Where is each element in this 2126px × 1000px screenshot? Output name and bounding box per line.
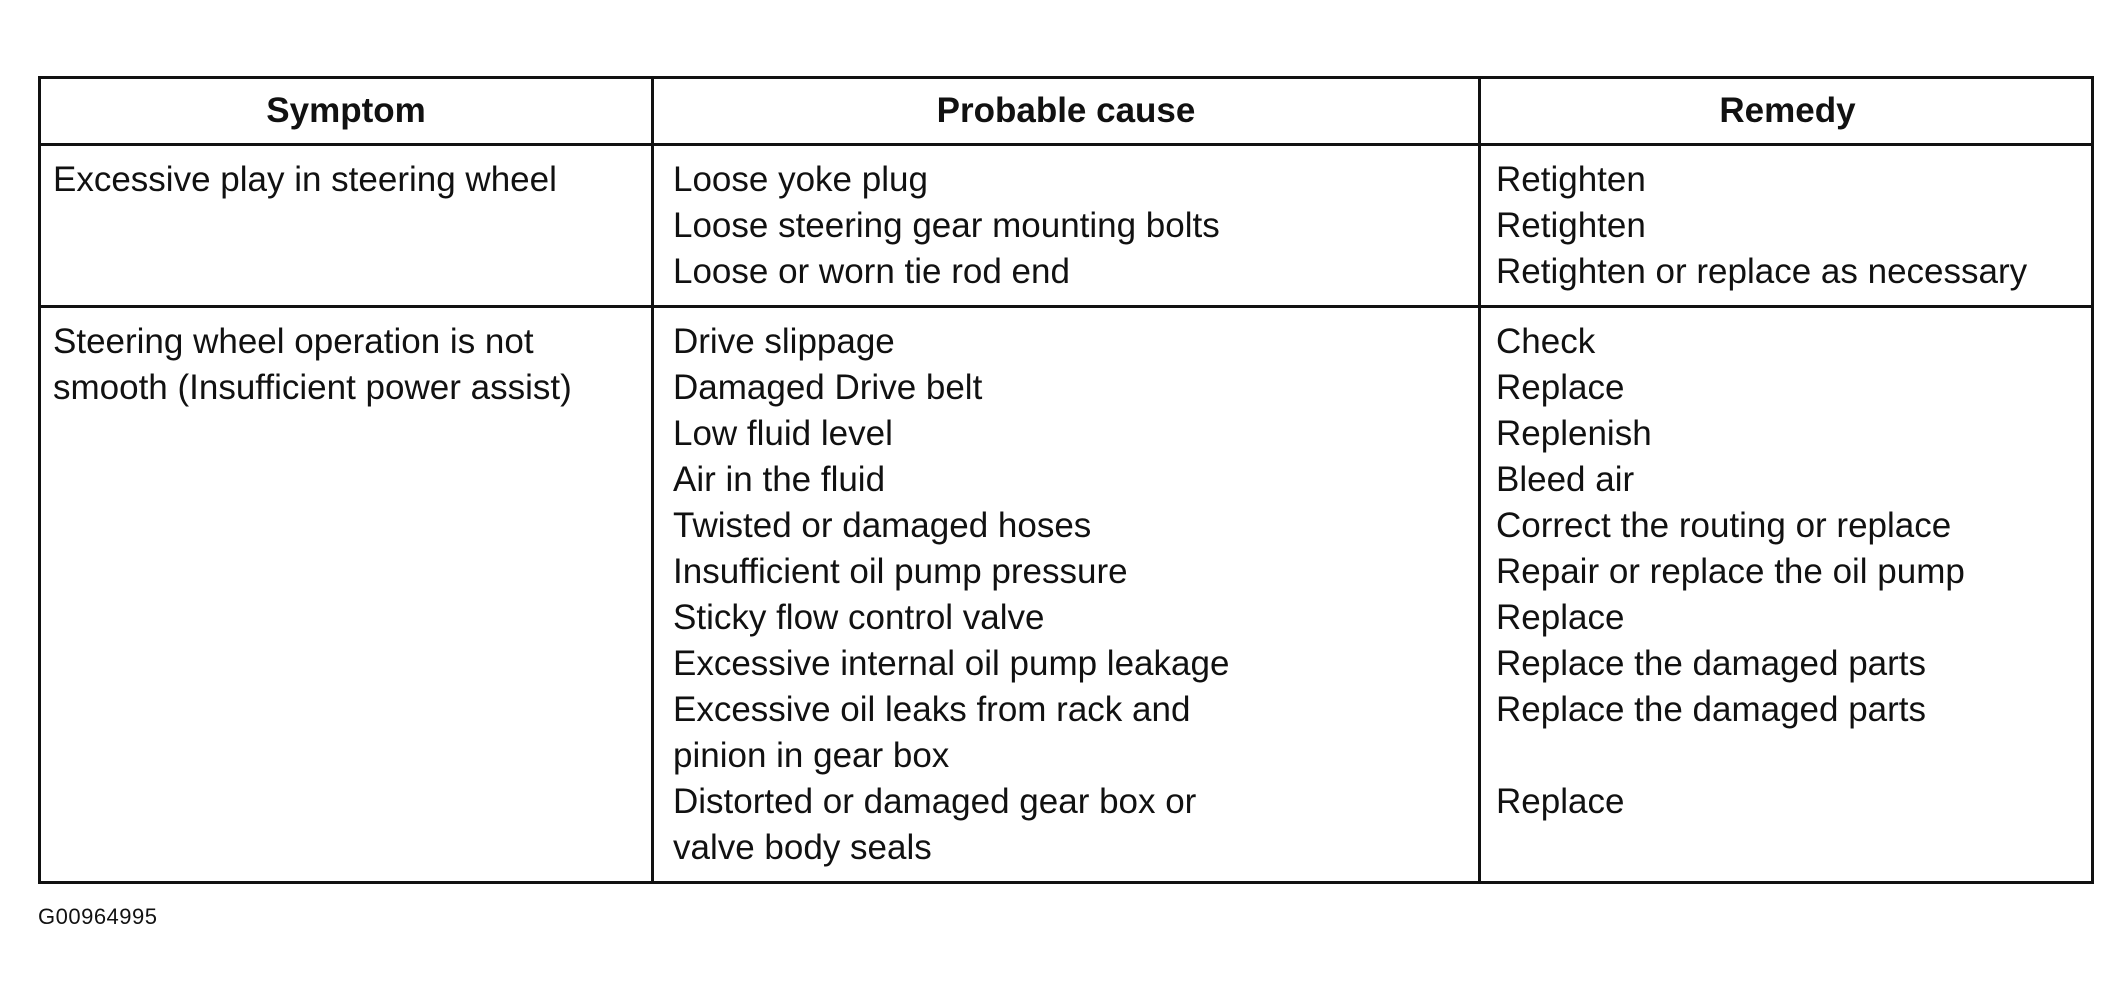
- cause-line: valve body seals: [673, 828, 932, 867]
- remedy-line: Replace the damaged parts: [1496, 690, 1926, 729]
- cause-line: Loose yoke plug: [673, 160, 928, 199]
- cause-line: Air in the fluid: [673, 460, 886, 499]
- remedy-line: Replace the damaged parts: [1496, 644, 1926, 683]
- cause-line: pinion in gear box: [673, 736, 950, 775]
- troubleshooting-table: [38, 76, 2094, 884]
- remedy-line: Replenish: [1496, 414, 1652, 453]
- remedy-line: Replace: [1496, 782, 1625, 821]
- cause-line: Sticky flow control valve: [673, 598, 1045, 637]
- row-1-causes: [673, 157, 1220, 295]
- remedy-line: Bleed air: [1496, 460, 1635, 499]
- cause-line: Excessive oil leaks from rack and: [673, 690, 1191, 729]
- remedy-line: Retighten: [1496, 160, 1646, 199]
- header-divider: [41, 143, 2091, 146]
- cause-line: Drive slippage: [673, 322, 895, 361]
- header-remedy: Remedy: [1719, 91, 1856, 130]
- cause-line: Distorted or damaged gear box or: [673, 782, 1197, 821]
- header-probable-cause: Probable cause: [936, 91, 1196, 130]
- cause-line: Low fluid level: [673, 414, 893, 453]
- cause-line: Twisted or damaged hoses: [673, 506, 1092, 545]
- cause-line: Loose or worn tie rod end: [673, 252, 1070, 291]
- row-divider: [41, 305, 2091, 308]
- remedy-line: Repair or replace the oil pump: [1496, 552, 1965, 591]
- cause-line: Excessive internal oil pump leakage: [673, 644, 1230, 683]
- remedy-line: Replace: [1496, 368, 1625, 407]
- cause-line: Damaged Drive belt: [673, 368, 983, 407]
- column-divider: [1478, 79, 1481, 881]
- row-2-remedies: [1496, 319, 1965, 871]
- symptom-line: Steering wheel operation is not: [53, 322, 534, 361]
- row-1-remedies: [1496, 157, 2027, 295]
- figure-id: G00964995: [38, 904, 158, 929]
- symptom-line: smooth (Insufficient power assist): [53, 368, 572, 407]
- cause-line: Loose steering gear mounting bolts: [673, 206, 1220, 245]
- cause-line: Insufficient oil pump pressure: [673, 552, 1128, 591]
- remedy-line: Retighten or replace as necessary: [1496, 252, 2028, 291]
- header-symptom: Symptom: [266, 91, 426, 130]
- remedy-line: [1496, 825, 1965, 871]
- remedy-line: Correct the routing or replace: [1496, 506, 1952, 545]
- remedy-line: Replace: [1496, 598, 1625, 637]
- column-divider: [651, 79, 654, 881]
- row-2-causes: [673, 319, 1229, 871]
- symptom-line: Excessive play in steering wheel: [53, 160, 557, 199]
- remedy-line: [1496, 733, 1965, 779]
- remedy-line: Check: [1496, 322, 1596, 361]
- row-2-symptom: [53, 319, 572, 411]
- remedy-line: Retighten: [1496, 206, 1646, 245]
- row-1-symptom: [53, 157, 557, 203]
